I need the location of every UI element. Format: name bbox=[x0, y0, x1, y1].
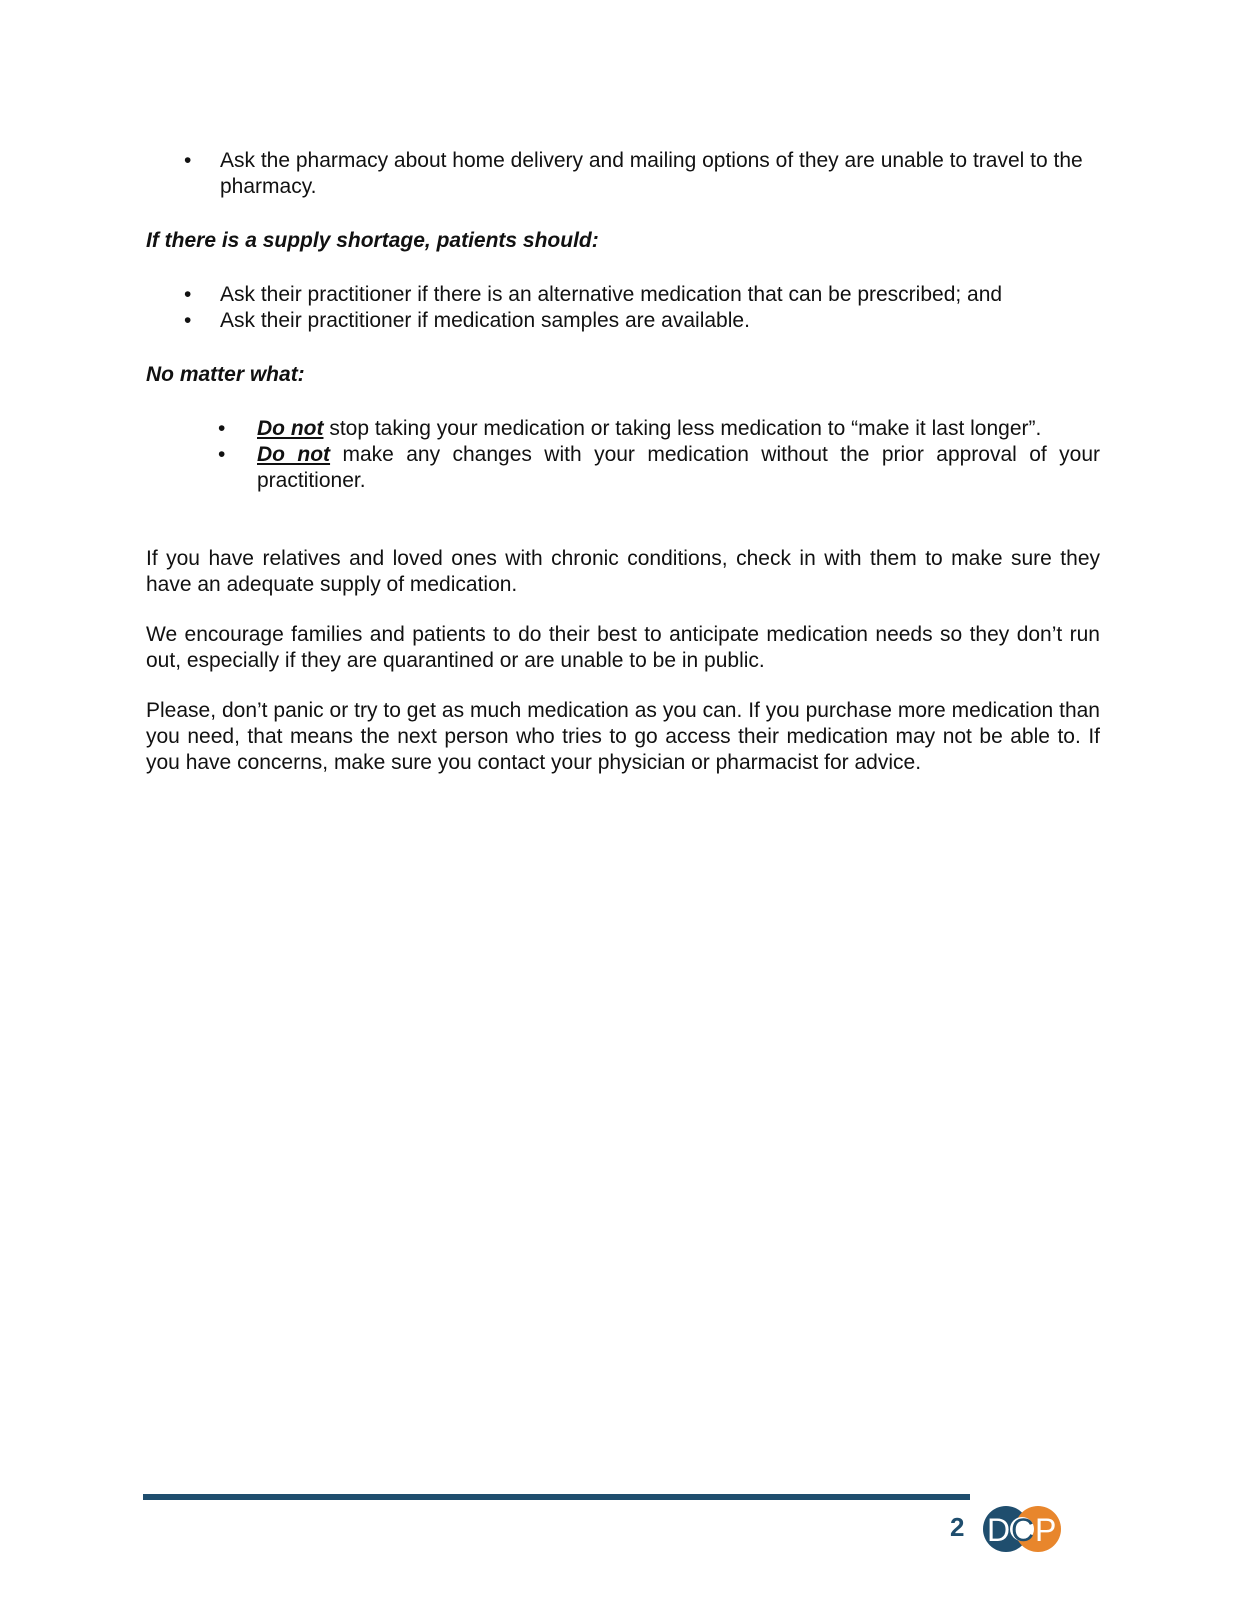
no-matter-what-bullet-list bbox=[146, 416, 1100, 494]
logo-letter-c: C bbox=[1011, 1512, 1035, 1548]
dont-panic-paragraph: Please, don’t panic or try to get as much medication as you can. If you purchase more medication than you need, that means the next person who tries to go access their medication may not be able to. If you have concerns, make sure you contact your physician or pharmacist for advice. bbox=[146, 699, 1100, 774]
list-item bbox=[146, 308, 1100, 334]
bullet-text: Ask their practitioner if there is an alternative medication that can be prescribed; and bbox=[220, 283, 1003, 306]
bullet-text: stop taking your medication or taking less medication to “make it last longer”. bbox=[323, 417, 1042, 440]
bullet-icon: • bbox=[184, 309, 192, 332]
delivery-bullet-list bbox=[146, 148, 1100, 200]
page-number: 2 bbox=[950, 1512, 965, 1542]
bullet-icon: • bbox=[184, 283, 192, 306]
do-not-emphasis: Do not bbox=[257, 443, 331, 466]
bullet-text: make any changes with your medication without the prior approval of your practitioner. bbox=[257, 443, 1101, 492]
footer-rule bbox=[143, 1494, 970, 1500]
bullet-icon: • bbox=[184, 149, 192, 172]
logo-letter-p: P bbox=[1035, 1512, 1057, 1548]
bullet-icon: • bbox=[218, 443, 226, 466]
list-item bbox=[146, 282, 1100, 308]
no-matter-what-heading: No matter what: bbox=[146, 363, 305, 386]
dcp-logo bbox=[983, 1501, 1063, 1557]
page-content bbox=[146, 148, 1100, 776]
list-item bbox=[146, 442, 1100, 494]
bullet-text: Ask the pharmacy about home delivery and mailing options of they are unable to travel to the pharmacy. bbox=[220, 149, 1083, 198]
relatives-paragraph: If you have relatives and loved ones with chronic conditions, check in with them to make sure they have an adequate supply of medication. bbox=[146, 547, 1100, 596]
list-item bbox=[146, 148, 1100, 200]
supply-shortage-bullet-list bbox=[146, 282, 1100, 334]
anticipate-needs-paragraph: We encourage families and patients to do their best to anticipate medication needs so they don’t run out, especially if they are quarantined or are unable to be in public. bbox=[146, 623, 1100, 672]
bullet-text: Ask their practitioner if medication samples are available. bbox=[220, 309, 750, 332]
supply-shortage-heading: If there is a supply shortage, patients should: bbox=[146, 229, 599, 252]
do-not-emphasis: Do not bbox=[257, 417, 324, 440]
bullet-icon: • bbox=[218, 417, 226, 440]
logo-letter-d: D bbox=[987, 1512, 1011, 1548]
list-item bbox=[146, 416, 1100, 442]
